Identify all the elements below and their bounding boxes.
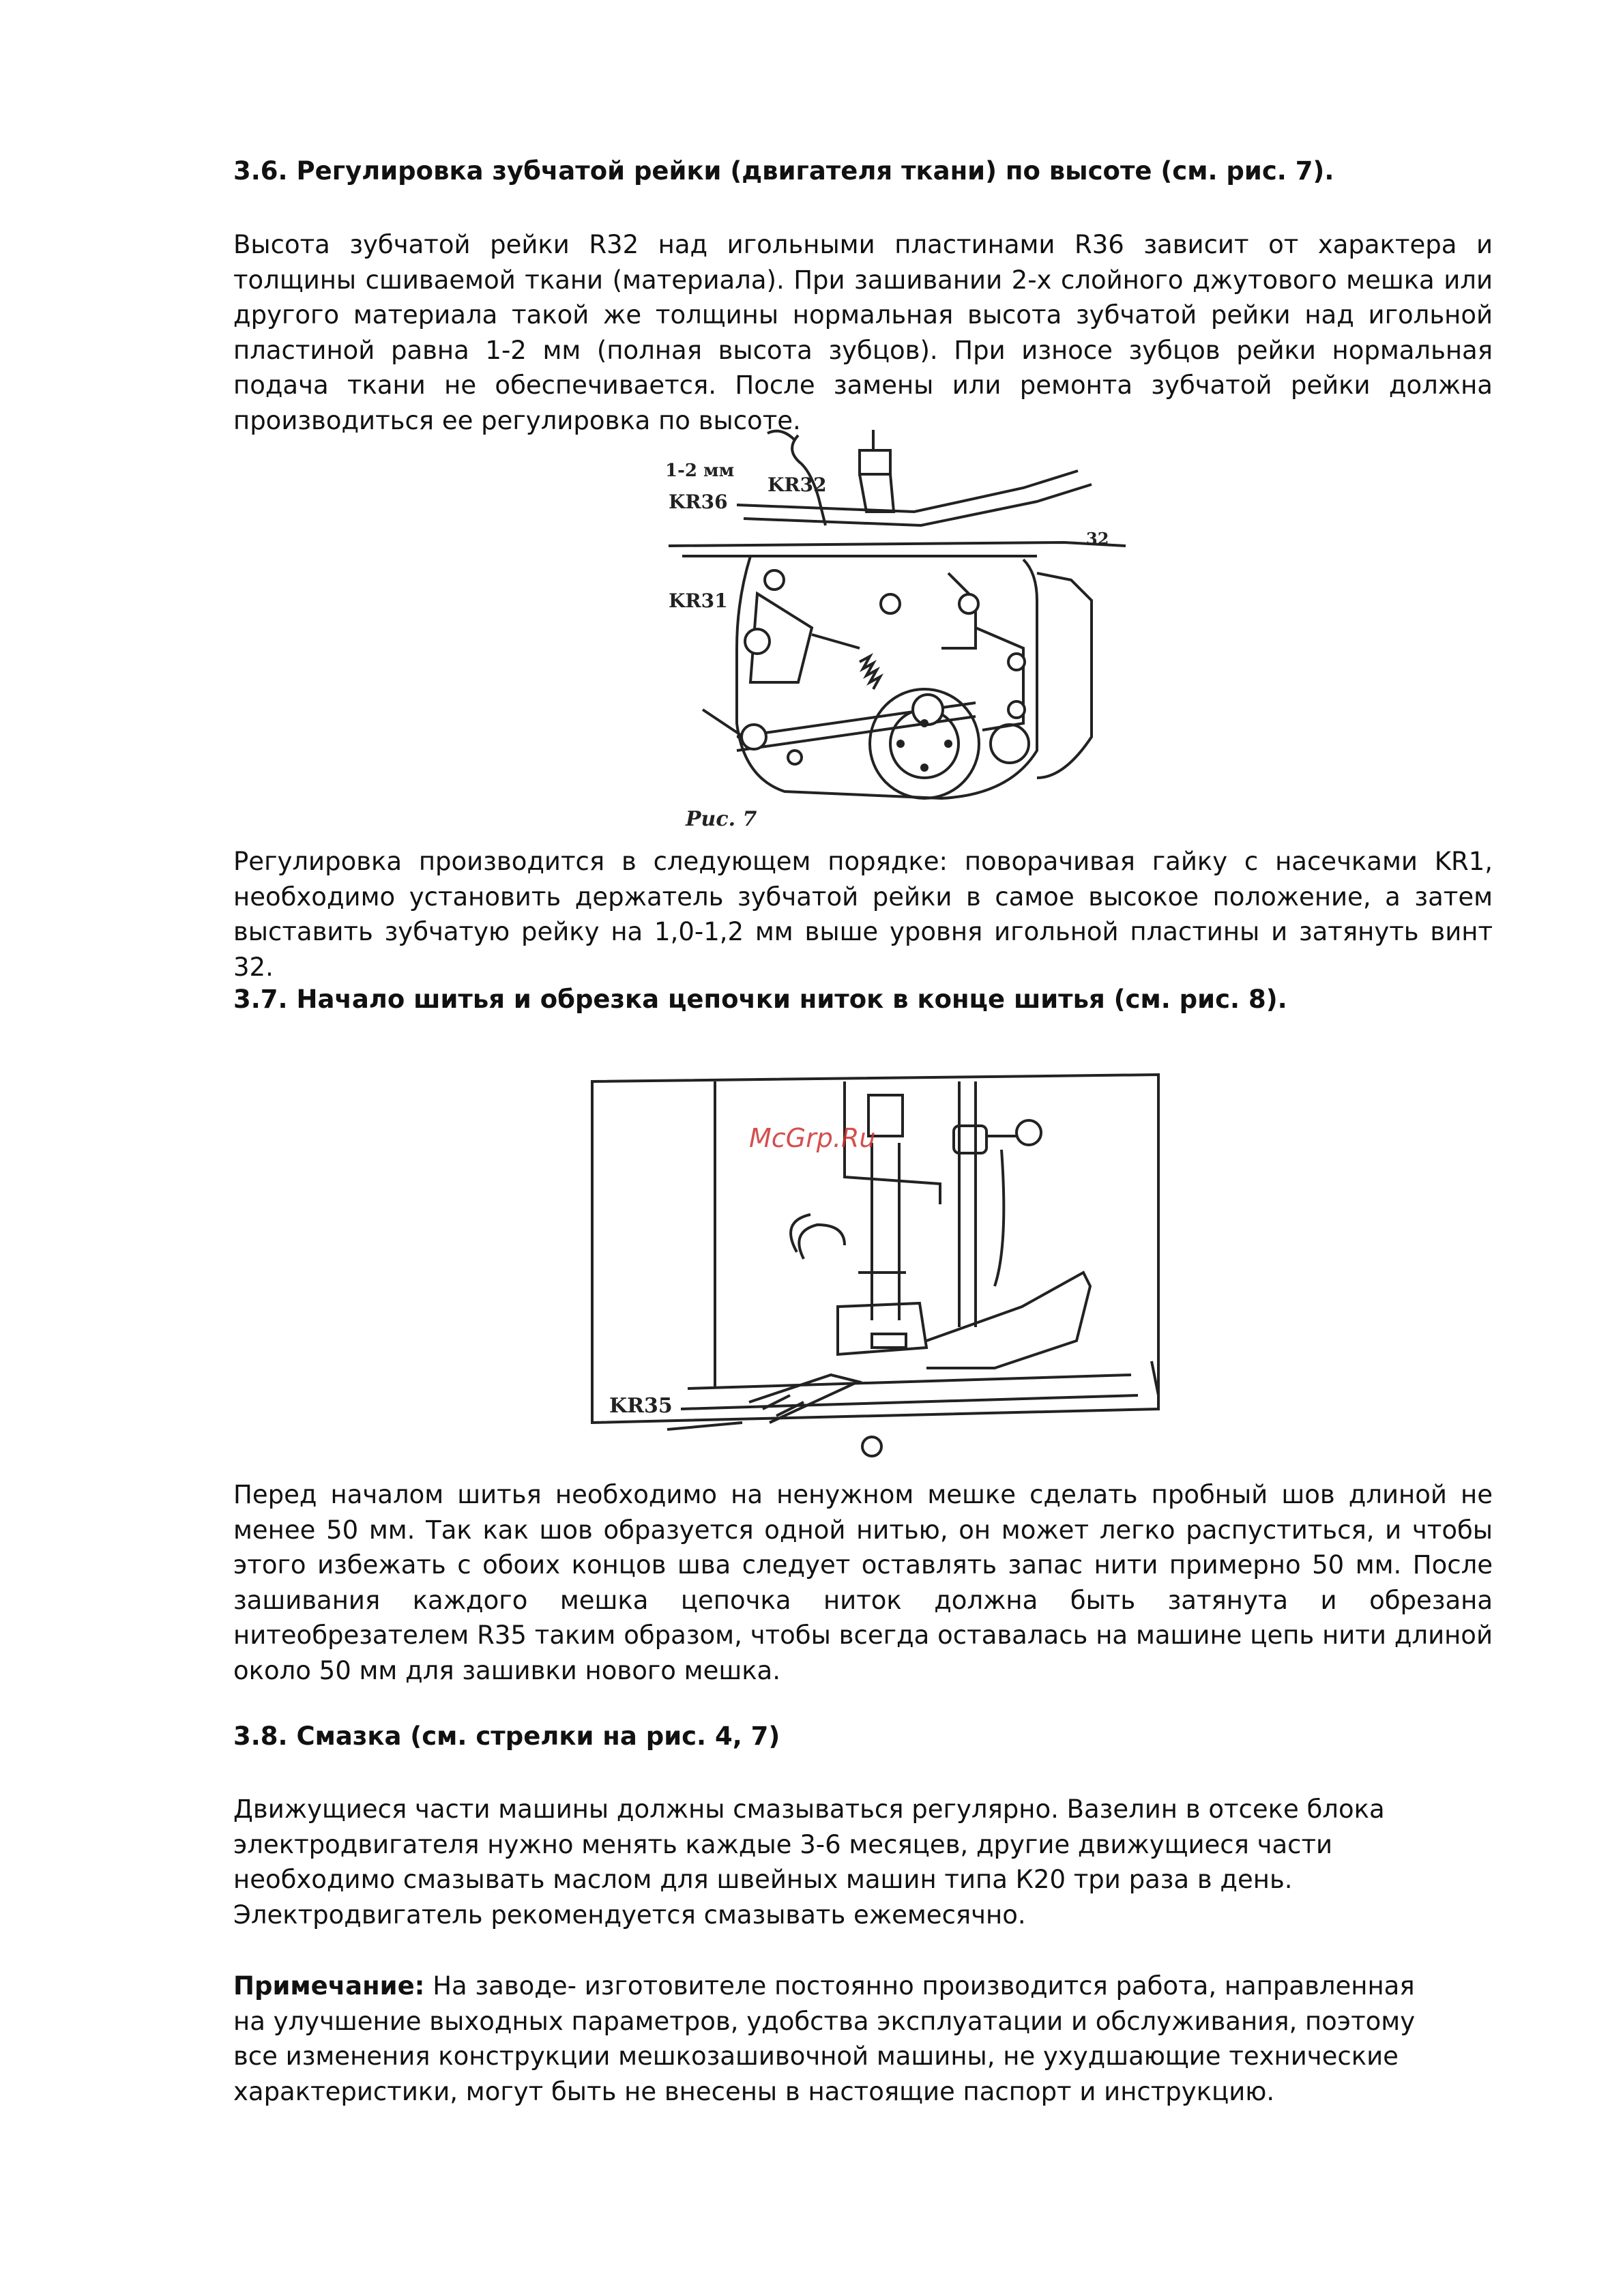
fig7-label-kr32: KR32: [767, 474, 827, 496]
fig8-label-kr35: KR35: [609, 1394, 673, 1418]
fig7-caption: Рис. 7: [686, 807, 757, 831]
section-3-6-heading: 3.6. Регулировка зубчатой рейки (двигателя ткани) по высоте (см. рис. 7).: [233, 156, 1334, 186]
figure-8-presser-foot: [585, 1068, 1167, 1477]
section-3-7-heading: 3.7. Начало шитья и обрезка цепочки ниток в конце шитья (см. рис. 8).: [233, 985, 1287, 1014]
fig7-label-kr31: KR31: [669, 590, 728, 612]
note-text: На заводе- изготовителе постоянно производится работа, направленная на улучшение выходных параметров, удобства эксплуатации и обслуживания, поэтому все изменения конструкции мешкозашивочной машины, не ухудшающие технические характеристики, могут быть не внесены в настоящие паспорт и инструкцию.: [233, 1971, 1416, 2106]
figure-7-feed-dog-mechanism: [655, 423, 1132, 839]
section-3-6-paragraph-2: Регулировка производится в следующем порядке: поворачивая гайку с насечками KR1, необходимо установить держатель зубчатой рейки в самое высокое положение, а затем выставить зубчатую рейку на 1,0-1,2 мм выше уровня игольной пластины и затянуть винт 32.: [233, 847, 1493, 982]
section-3-8-heading: 3.8. Смазка (см. стрелки на рис. 4, 7): [233, 1721, 780, 1751]
section-3-6-paragraph-1: Высота зубчатой рейки R32 над игольными пластинами R36 зависит от характера и толщины сшиваемой ткани (материала). При зашивании 2-х слойного джутового мешка или другого материала такой же толщины нормальная высота зубчатой рейки над игольной пластиной равна 1-2 мм (полная высота зубцов). При износе зубцов рейки нормальная подача ткани не обеспечивается. После замены или ремонта зубчатой рейки должна производиться ее регулировка по высоте.: [233, 230, 1493, 435]
fig7-label-1-2mm: 1-2 мм: [665, 461, 735, 481]
watermark: McGrp.Ru: [749, 1123, 876, 1153]
note-paragraph: [233, 1968, 1420, 2109]
fig7-label-kr36: KR36: [669, 491, 728, 513]
section-3-7-paragraph: Перед началом шитья необходимо на ненужном мешке сделать пробный шов длиной не менее 50 мм. Так как шов образуется одной нитью, он может легко распуститься, и чтобы этого избежать с обоих концов шва следует оставлять запас нити примерно 50 мм. После зашивания каждого мешка цепочка ниток должна быть затянута и обрезана нитеобрезателем R35 таким образом, чтобы всегда оставалась на машине цепь нити длиной около 50 мм для зашивки нового мешка.: [233, 1480, 1493, 1685]
section-3-8-paragraph: Движущиеся части машины должны смазываться регулярно. Вазелин в отсеке блока электродвигателя нужно менять каждые 3-6 месяцев, другие движущиеся части необходимо смазывать маслом для швейных машин типа К20 три раза в день. Электродвигатель рекомендуется смазывать ежемесячно.: [233, 1794, 1385, 1930]
note-title: Примечание:: [233, 1971, 425, 2001]
fig7-label-32: 32: [1086, 529, 1109, 549]
